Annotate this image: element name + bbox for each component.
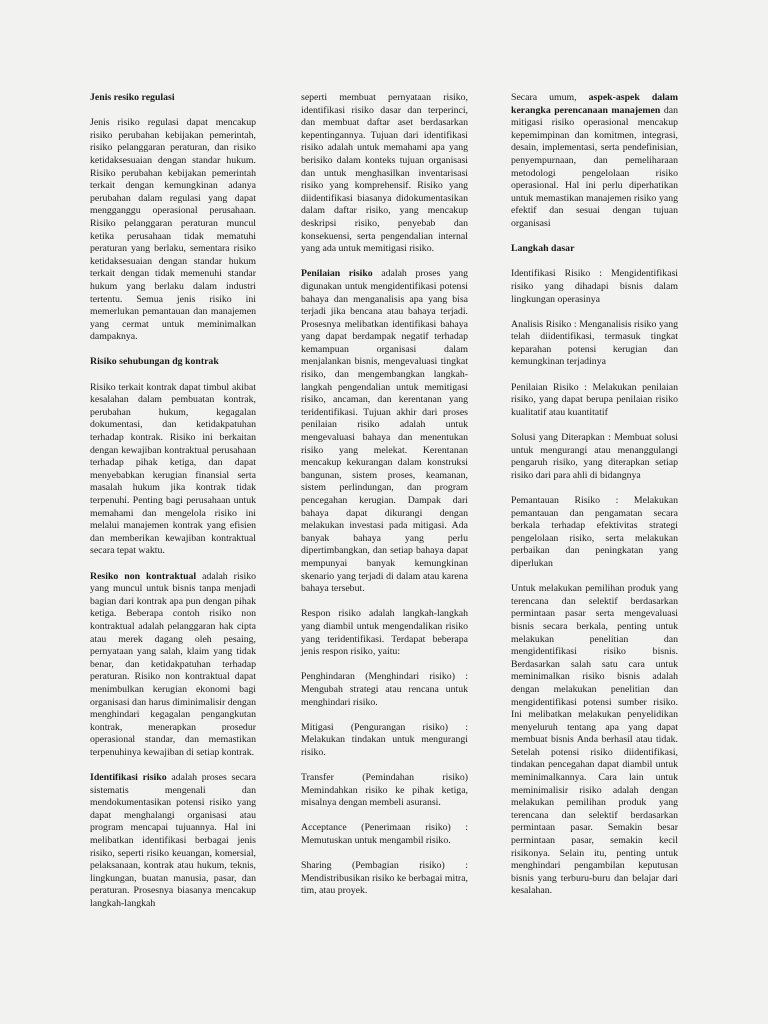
paragraph-identifikasi-risiko [90, 772, 256, 911]
term-aspek-kerangka: aspek-aspek dalam kerangka perencanaan manajemen [511, 92, 678, 116]
column-left [90, 92, 256, 923]
paragraph-langkah-pemantauan: Pemantauan Risiko : Melakukan pemantauan dan pengamatan secara berkala terhadap efektivitas strategi pengelolaan risiko, serta melakukan perbaikan dan peningkatan yang diperlukan [511, 495, 678, 569]
paragraph-langkah-analisis: Analisis Risiko : Menganalisis risiko yang telah diidentifikasi, termasuk tingkat keparahan potensi kerugian dan kemungkinan terjadinya [511, 318, 678, 368]
text-secara-umum: Secara umum, [511, 92, 589, 103]
paragraph-mitigasi: Mitigasi (Pengurangan risiko) : Melakukan tindakan untuk mengurangi risiko. [301, 721, 468, 758]
heading-risiko-kontrak: Risiko sehubungan dg kontrak [90, 356, 219, 368]
column-right [511, 92, 678, 911]
paragraph-acceptance: Acceptance (Penerimaan risiko) : Memutuskan untuk mengambil risiko. [301, 822, 468, 847]
heading-langkah-dasar: Langkah dasar [511, 243, 575, 255]
text-aspek-lanjutan: dan mitigasi risiko operasional mencakup kepemimpinan dan komitmen, integrasi, desain, implementasi, serta pendefinisian, penyempurnaan, dan pemeliharaan metodologi pengelolaan risiko operasional. Hal ini perlu diperhatikan untuk memastikan manajemen risiko yang efektif dan sesuai dengan tujuan organisasi [511, 104, 678, 229]
column-middle [301, 92, 468, 911]
term-identifikasi-risiko: Identifikasi risiko [90, 772, 167, 784]
paragraph-aspek-kerangka [511, 92, 678, 231]
paragraph-sharing: Sharing (Pembagian risiko) : Mendistribusikan risiko ke berbagai mitra, tim, atau proyek. [301, 860, 468, 897]
text-penilaian-risiko: adalah proses yang digunakan untuk mengidentifikasi potensi bahaya dan menganalisis apa yang bisa terjadi jika bencana atau bahaya terjadi. Prosesnya melibatkan identifikasi bahaya yang dapat berdampak negatif terhadap kemampuan organisasi dalam menjalankan bisnis, mengevaluasi tingkat risiko, dan mengembangkan langkah-langkah pengendalian untuk memitigasi risiko, ancaman, dan kerentanan yang teridentifikasi. Tujuan akhir dari proses penilaian risiko adalah untuk mengevaluasi bahaya dan menentukan risiko yang melekat. Kerentanan mencakup kekurangan dalam konstruksi bangunan, sistem proses, keamanan, sistem perlindungan, dan program pencegahan kerugian. Dampak dari bahaya dapat dikurangi dengan melakukan investasi pada mitigasi. Ada banyak bahaya yang perlu dipertimbangkan, dan setiap bahaya dapat mempunyai banyak kemungkinan skenario yang terjadi di dalam atau karena bahaya tersebut. [301, 268, 468, 595]
text-resiko-non-kontraktual: adalah risiko yang muncul untuk bisnis tanpa menjadi bagian dari kontrak apa pun dengan pihak ketiga. Beberapa contoh risiko non kontraktual adalah pelanggaran hak cipta atau merek dagang oleh pesaing, pernyataan yang salah, klaim yang tidak benar, dan ketidakpatuhan terhadap peraturan. Risiko non kontraktual dapat menimbulkan kerugian ekonomi bagi organisasi dan harus diminimalisir dengan menghindari kegagalan pengangkutan kontrak, menerapkan prosedur operasional standar, dan memastikan terpenuhinya kewajiban di setiap kontrak. [90, 570, 256, 758]
paragraph-penghindaran: Penghindaran (Menghindari risiko) : Mengubah strategi atau rencana untuk menghindari risiko. [301, 671, 468, 708]
term-resiko-non-kontraktual: Resiko non kontraktual [90, 570, 197, 582]
paragraph-resiko-non-kontraktual [90, 571, 256, 760]
paragraph-jenis-resiko-regulasi: Jenis risiko regulasi dapat mencakup risiko perubahan kebijakan pemerintah, risiko pelanggaran peraturan, dan risiko ketidaksesuaian dengan standar hukum. Risiko perubahan kebijakan pemerintah terkait dengan kemungkinan adanya perubahan dalam regulasi yang dapat mengganggu operasional perusahaan. Risiko pelanggaran peraturan muncul ketika perusahaan tidak mematuhi peraturan yang berlaku, sementara risiko ketidaksesuaian dengan standar hukum terkait dengan tidak memenuhi standar hukum yang berlaku dalam industri tertentu. Semua jenis risiko ini memerlukan pemantauan dan manajemen yang cermat untuk meminimalkan dampaknya. [90, 117, 256, 343]
paragraph-identifikasi-lanjutan: seperti membuat pernyataan risiko, identifikasi risiko dasar dan terperinci, dan membuat daftar aset berdasarkan kepentingannya. Tujuan dari identifikasi risiko adalah untuk memahami apa yang berisiko dalam konteks tujuan organisasi dan untuk menghasilkan inventarisasi risiko yang komprehensif. Risiko yang diidentifikasi biasanya didokumentasikan dalam daftar risiko, yang mencakup deskripsi risiko, penyebab dan konsekuensi, serta pengendalian internal yang ada untuk memitigasi risiko. [301, 92, 468, 255]
heading-jenis-resiko-regulasi: Jenis resiko regulasi [90, 92, 175, 103]
paragraph-langkah-solusi: Solusi yang Diterapkan : Membuat solusi untuk mengurangi atau menanggulangi pengaruh risiko, yang diterapkan setiap risiko dari para ahli di bidangnya [511, 432, 678, 481]
paragraph-langkah-penilaian: Penilaian Risiko : Melakukan penilaian risiko, yang dapat berupa penilaian risiko kualitatif atau kuantitatif [511, 381, 678, 418]
text-identifikasi-risiko: adalah proses secara sistematis mengenali dan mendokumentasikan potensi risiko yang dapat menghalangi organisasi atau program mencapai tujuannya. Hal ini melibatkan identifikasi berbagai jenis risiko, seperti risiko keuangan, komersial, pelaksanaan, kontrak atau hukum, teknis, lingkungan, buatan manusia, pasar, dan peraturan. Prosesnya biasanya mencakup langkah-langkah [90, 772, 257, 909]
paragraph-pemilihan-produk: Untuk melakukan pemilihan produk yang terencana dan selektif berdasarkan permintaan pasar serta mengevaluasi bisnis secara berkala, penting untuk melakukan penelitian dan mengidentifikasi risiko bisnis. Berdasarkan salah satu cara untuk meminimalkan risiko bisnis adalah dengan melakukan penelitian dan mengidentifikasi potensi sumber risiko. Ini melibatkan melakukan penyelidikan menyeluruh tentang apa yang dapat membuat bisnis Anda berhasil atau tidak. Setelah potensi risiko diidentifikasi, tindakan pencegahan dapat diambil untuk meminimalkannya. Cara lain untuk meminimalisir risiko adalah dengan melakukan pemilihan produk yang terencana dan selektif berdasarkan permintaan pasar. Semakin besar permintaan pasar, semakin kecil risikonya. Selain itu, penting untuk menghindari pengambilan keputusan bisnis yang terburu-buru dan belajar dari kesalahan. [511, 583, 678, 897]
paragraph-langkah-identifikasi: Identifikasi Risiko : Mengidentifikasi risiko yang dihadapi bisnis dalam lingkungan operasinya [511, 268, 678, 305]
paragraph-risiko-kontrak: Risiko terkait kontrak dapat timbul akibat kesalahan dalam pembuatan kontrak, perubahan hukum, kegagalan dokumentasi, dan ketidakpatuhan terhadap kontrak. Risiko ini berkaitan dengan kewajiban kontraktual perusahaan terhadap pihak ketiga, dan dapat menyebabkan kerugian finansial serta masalah hukum jika kontrak tidak terpenuhi. Penting bagi perusahaan untuk memahami dan mengelola risiko ini melalui manajemen kontrak yang efisien dan memberikan kewajiban kontraktual secara tepat waktu. [90, 381, 256, 557]
paragraph-transfer: Transfer (Pemindahan risiko) Memindahkan risiko ke pihak ketiga, misalnya dengan membeli asuransi. [301, 772, 468, 809]
paragraph-respon-risiko: Respon risiko adalah langkah-langkah yang diambil untuk mengendalikan risiko yang teridentifikasi. Terdapat beberapa jenis respon risiko, yaitu: [301, 608, 468, 658]
term-penilaian-risiko: Penilaian risiko [301, 268, 373, 280]
paragraph-penilaian-risiko [301, 268, 468, 595]
